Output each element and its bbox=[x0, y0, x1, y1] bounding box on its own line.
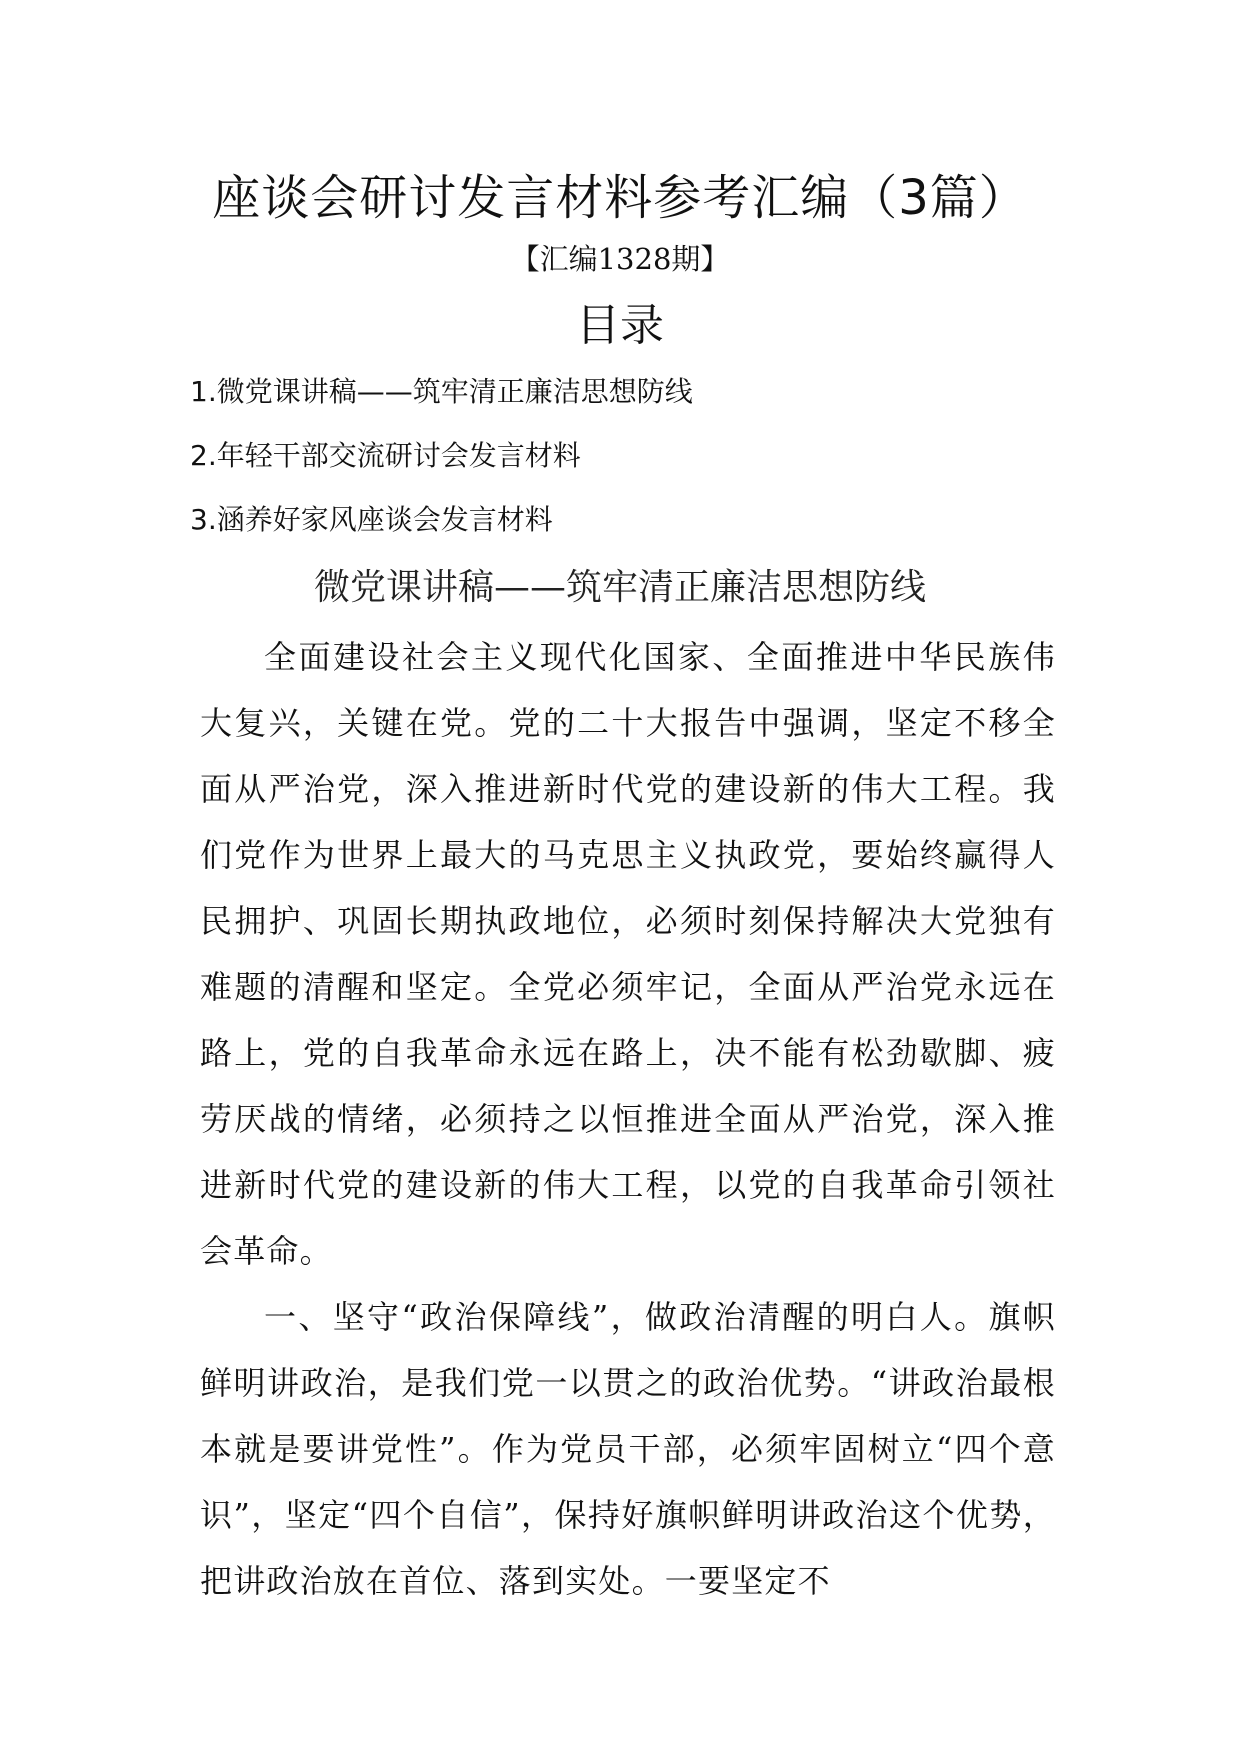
table-of-contents bbox=[190, 366, 693, 558]
body-paragraph: 全面建设社会主义现代化国家、全面推进中华民族伟大复兴，关键在党。党的二十大报告中强调，坚定不移全面从严治党，深入推进新时代党的建设新的伟大工程。我们党作为世界上最大的马克思主义执政党，要始终赢得人民拥护、巩固长期执政地位，必须时刻保持解决大党独有难题的清醒和坚定。全党必须牢记，全面从严治党永远在路上，党的自我革命永远在路上，决不能有松劲歇脚、疲劳厌战的情绪，必须持之以恒推进全面从严治党，深入推进新时代党的建设新的伟大工程，以党的自我革命引领社会革命。 bbox=[200, 638, 1056, 1270]
toc-heading: 目录 bbox=[576, 300, 664, 351]
issue-number: 【汇编1328期】 bbox=[510, 242, 730, 276]
toc-item: 2.年轻干部交流研讨会发言材料 bbox=[190, 439, 581, 472]
document-title: 座谈会研讨发言材料参考汇编（3篇） bbox=[212, 170, 1028, 226]
body-text bbox=[200, 624, 1056, 1614]
section-title: 微党课讲稿——筑牢清正廉洁思想防线 bbox=[313, 567, 926, 608]
toc-item: 1.微党课讲稿——筑牢清正廉洁思想防线 bbox=[190, 375, 693, 408]
toc-item: 3.涵养好家风座谈会发言材料 bbox=[190, 503, 553, 536]
body-paragraph: 一、坚守“政治保障线”，做政治清醒的明白人。旗帜鲜明讲政治，是我们党一以贯之的政治优势。“讲政治最根本就是要讲党性”。作为党员干部，必须牢固树立“四个意识”，坚定“四个自信”，保持好旗帜鲜明讲政治这个优势，把讲政治放在首位、落到实处。一要坚定不 bbox=[200, 1298, 1056, 1600]
